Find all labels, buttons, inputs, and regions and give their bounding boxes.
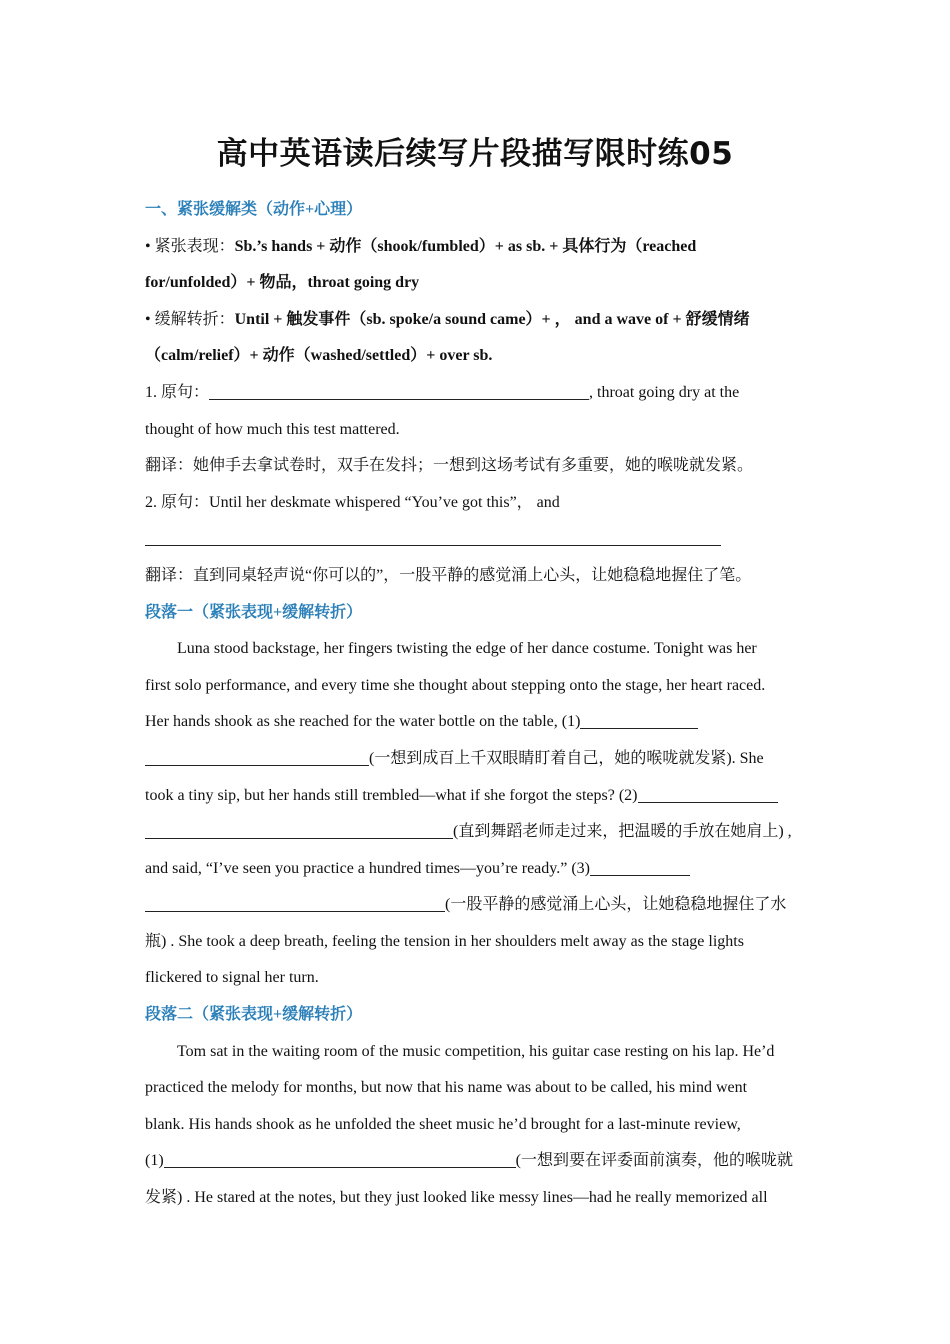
paragraph1-line: [145, 851, 813, 888]
hint-text: (一想到成百上千双眼睛盯着自己，她的喉咙就发紧). She: [369, 749, 764, 767]
example1-line2: thought of how much this test mattered.: [145, 420, 400, 438]
example2-line1: [145, 485, 813, 522]
example-text: Until her deskmate whispered “You’ve got this”， and: [209, 493, 560, 511]
hint-text: (一想到要在评委面前演奏，他的喉咙就: [515, 1152, 793, 1170]
paragraph1-line: [145, 778, 813, 815]
paragraph1-line: Luna stood backstage, her fingers twisting the edge of her dance costume. Tonight was her: [177, 640, 757, 658]
answer-blank[interactable]: [145, 529, 721, 546]
answer-blank-2[interactable]: [638, 786, 778, 803]
example-text: , throat going dry at the: [589, 383, 740, 401]
answer-blank-3[interactable]: [590, 859, 690, 876]
relief-pattern-line2: （calm/relief）+ 动作（washed/settled）+ over sb.: [145, 347, 493, 365]
paragraph1-line: first solo performance, and every time she thought about stepping onto the stage, her heart raced.: [145, 676, 766, 694]
example1-translation: 翻译：她伸手去拿试卷时，双手在发抖；一想到这场考试有多重要，她的喉咙就发紧。: [145, 457, 754, 475]
paragraph-text: Her hands shook as she reached for the water bottle on the table, (1): [145, 713, 581, 731]
paragraph2-line: [145, 1143, 813, 1180]
relief-pattern-line1: [145, 302, 813, 339]
paragraph1-line: flickered to signal her turn.: [145, 969, 319, 987]
example2-translation: 翻译：直到同桌轻声说“你可以的”，一股平静的感觉涌上心头，让她稳稳地握住了笔。: [145, 566, 752, 584]
paragraph1-line: [145, 887, 813, 924]
paragraph-text: took a tiny sip, but her hands still trembled—what if she forgot the steps? (2): [145, 786, 638, 804]
hint-text: (直到舞蹈老师走过来，把温暖的手放在她肩上) ,: [453, 823, 792, 841]
answer-blank-2-cont[interactable]: [145, 822, 453, 839]
paragraph2-heading: 段落二（紧张表现+缓解转折）: [145, 1006, 363, 1024]
hint-text: (一股平静的感觉涌上心头，让她稳稳地握住了水: [445, 896, 787, 914]
paragraph1-line: [145, 741, 813, 778]
answer-blank[interactable]: [209, 383, 589, 400]
page-title: 高中英语读后续写片段描写限时练05: [216, 136, 734, 172]
pattern-text: Sb.’s hands + 动作（shook/fumbled）+ as sb. + 具体行为（reached: [234, 237, 697, 255]
example2-blank-line: [145, 521, 813, 558]
paragraph1-line: [145, 814, 813, 851]
example-label: 1. 原句：: [145, 383, 210, 401]
answer-blank-1-cont[interactable]: [145, 749, 369, 766]
document-body: [145, 192, 813, 1217]
paragraph-text: and said, “I’ve seen you practice a hundred times—you’re ready.” (3): [145, 859, 590, 877]
paragraph2-line: Tom sat in the waiting room of the music competition, his guitar case resting on his lap. He’d: [177, 1042, 775, 1060]
paragraph2-line: blank. His hands shook as he unfolded the sheet music he’d brought for a last-minute review,: [145, 1115, 741, 1133]
example1-line1: [145, 375, 813, 412]
answer-blank-1[interactable]: [580, 712, 698, 729]
paragraph1-line: 瓶) . She took a deep breath, feeling the tension in her shoulders melt away as the stage lights: [145, 932, 744, 950]
paragraph2-line: 发紧) . He stared at the notes, but they just looked like messy lines—had he really memorized all: [145, 1189, 768, 1207]
tension-pattern-line2: for/unfolded）+ 物品，throat going dry: [145, 274, 420, 292]
paragraph1-heading: 段落一（紧张表现+缓解转折）: [145, 603, 363, 621]
section-heading: 一、紧张缓解类（动作+心理）: [145, 201, 363, 218]
bullet-label: • 缓解转折：: [145, 310, 235, 328]
answer-blank-1[interactable]: [164, 1151, 516, 1168]
paragraph2-line: practiced the melody for months, but now that his name was about to be called, his mind went: [145, 1079, 748, 1097]
tension-pattern-line1: [145, 229, 813, 266]
answer-blank-3-cont[interactable]: [145, 895, 445, 912]
pattern-text: Until + 触发事件（sb. spoke/a sound came）+ ， and a wave of + 舒缓情绪: [234, 310, 750, 328]
bullet-label: • 紧张表现：: [145, 237, 235, 255]
example-label: 2. 原句：: [145, 493, 210, 511]
paragraph1-line: [145, 704, 813, 741]
blank-label: (1): [145, 1152, 164, 1170]
